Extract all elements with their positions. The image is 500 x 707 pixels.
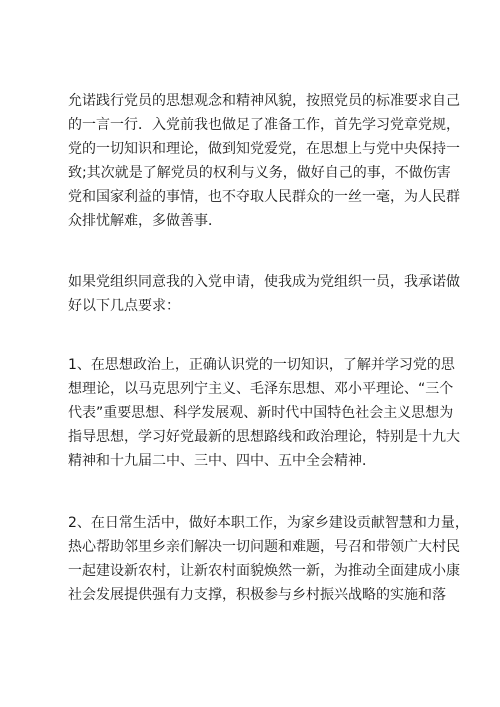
- text-line: 精神和十九届二中、三中、四中、五中全会精神．: [68, 453, 376, 469]
- text-line: 社会发展提供强有力支撑，积极参与乡村振兴战略的实施和落: [68, 587, 446, 603]
- paragraph-party-commitment: [68, 89, 460, 233]
- text-line: 2、在日常生活中，做好本职工作，为家乡建设贡献智慧和力量，: [68, 515, 469, 531]
- text-line: 致;其次就是了解党员的权利与义务，做好自己的事，不做伤害: [68, 165, 451, 181]
- text-line: 允诺践行党员的思想观念和精神风貌，按照党员的标准要求自己: [68, 93, 460, 109]
- text-line: 如果党组织同意我的入党申请，使我成为党组织一员，我承诺做: [68, 274, 460, 290]
- text-line: 党的一切知识和理论，做到知党爱党，在思想上与党中央保持一: [68, 141, 460, 157]
- text-line: 指导思想，学习好党最新的思想路线和政治理论，特别是十九大: [68, 429, 460, 445]
- text-line: 想理论，以马克思列宁主义、毛泽东思想、邓小平理论、“三个: [68, 381, 454, 397]
- text-line: 好以下几点要求：: [68, 298, 180, 314]
- paragraph-item-1-political-thought: [68, 353, 460, 473]
- paragraph-item-2-daily-life: [68, 511, 469, 607]
- text-line: 热心帮助邻里乡亲们解决一切问题和难题，号召和带领广大村民: [68, 539, 460, 555]
- text-line: 代表”重要思想、科学发展观、新时代中国特色社会主义思想为: [68, 405, 454, 421]
- text-line: 党和国家利益的事情，也不夺取人民群众的一丝一毫，为人民群: [68, 189, 460, 205]
- text-line: 的一言一行．入党前我也做足了准备工作，首先学习党章党规，: [68, 117, 460, 133]
- paragraph-requirements-intro: [68, 270, 460, 318]
- text-line: 1、在思想政治上，正确认识党的一切知识，了解并学习党的思: [68, 357, 455, 373]
- text-line: 一起建设新农村，让新农村面貌焕然一新，为推动全面建成小康: [68, 563, 460, 579]
- text-line: 众排忧解难，多做善事．: [68, 213, 222, 229]
